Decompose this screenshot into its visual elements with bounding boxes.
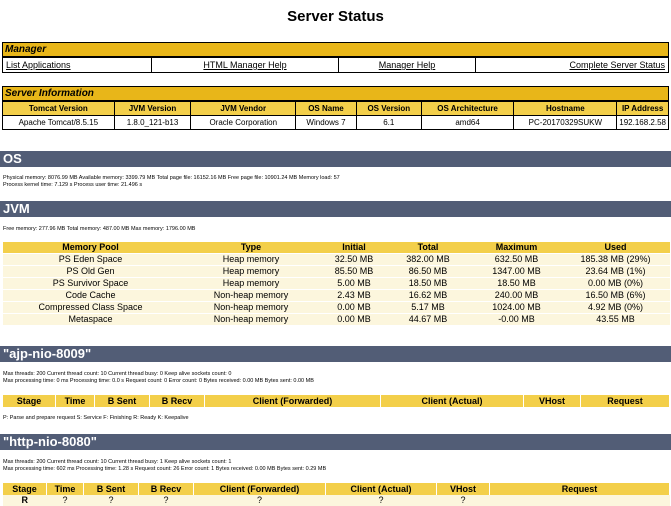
request-cell (490, 495, 670, 506)
os-name-value: Windows 7 (296, 116, 357, 130)
total-cell: 16.62 MB (384, 290, 472, 302)
used-cell: 43.55 MB (561, 314, 670, 326)
ip-address-value: 192.168.2.58 (617, 116, 669, 130)
col-client-actual: Client (Actual) (381, 395, 524, 407)
ajp-request-info: Max processing time: 0 ms Processing time: 0.0 s Request count: 0 Error count: 0 Bytes received: 0.00 MB Bytes sent: 0.00 MB (3, 378, 314, 384)
memory-pool-cell: Metaspace (3, 314, 178, 326)
os-architecture-value: amd64 (421, 116, 514, 130)
b-recv-cell: ? (139, 495, 194, 506)
initial-cell: 5.00 MB (324, 278, 384, 290)
manager-header: Manager (2, 42, 669, 57)
http-connector-header: "http-nio-8080" (0, 434, 671, 450)
complete-server-status-link[interactable]: Complete Server Status (569, 60, 665, 70)
page-title: Server Status (287, 8, 384, 25)
col-os-architecture: OS Architecture (421, 102, 514, 116)
os-process-time: Process kernel time: 7.129 s Process user time: 21.496 s (3, 182, 143, 188)
col-stage: Stage (3, 483, 47, 495)
table-row (3, 290, 670, 302)
table-row (3, 278, 670, 290)
http-request-info: Max processing time: 602 ms Processing time: 1.28 s Request count: 26 Error count: 1 Bytes received: 0.00 MB Bytes sent: 0.29 MB (3, 466, 327, 472)
type-cell: Heap memory (178, 254, 324, 266)
initial-cell: 0.00 MB (324, 302, 384, 314)
col-request: Request (490, 483, 670, 495)
os-memory-info: Physical memory: 8076.99 MB Available memory: 3399.79 MB Total page file: 16152.16 MB Free page file: 10901.24 MB Memory load: 57 (3, 175, 340, 181)
col-jvm-vendor: JVM Vendor (191, 102, 296, 116)
memory-pool-cell: PS Eden Space (3, 254, 178, 266)
client-actual-cell: ? (326, 495, 437, 506)
col-used: Used (561, 242, 670, 254)
table-row (3, 266, 670, 278)
maximum-cell: 1347.00 MB (472, 266, 561, 278)
list-applications-link[interactable]: List Applications (6, 60, 71, 70)
used-cell: 23.64 MB (1%) (561, 266, 670, 278)
type-cell: Non-heap memory (178, 290, 324, 302)
col-vhost: VHost (524, 395, 581, 407)
col-b-recv: B Recv (150, 395, 205, 407)
type-cell: Heap memory (178, 266, 324, 278)
jvm-version-value: 1.8.0_121-b13 (114, 116, 191, 130)
col-tomcat-version: Tomcat Version (3, 102, 115, 116)
jvm-header: JVM (0, 201, 671, 217)
used-cell: 0.00 MB (0%) (561, 278, 670, 290)
col-initial: Initial (324, 242, 384, 254)
os-version-value: 6.1 (356, 116, 421, 130)
os-header: OS (0, 151, 671, 167)
total-cell: 18.50 MB (384, 278, 472, 290)
initial-cell: 85.50 MB (324, 266, 384, 278)
vhost-cell: ? (437, 495, 490, 506)
col-time: Time (47, 483, 84, 495)
html-manager-help-link[interactable]: HTML Manager Help (203, 60, 287, 70)
used-cell: 16.50 MB (6%) (561, 290, 670, 302)
stage-cell: R (3, 495, 47, 506)
memory-pool-cell: PS Old Gen (3, 266, 178, 278)
initial-cell: 2.43 MB (324, 290, 384, 302)
col-os-version: OS Version (356, 102, 421, 116)
total-cell: 382.00 MB (384, 254, 472, 266)
table-row (3, 302, 670, 314)
initial-cell: 0.00 MB (324, 314, 384, 326)
col-hostname: Hostname (514, 102, 617, 116)
col-client-forwarded: Client (Forwarded) (205, 395, 381, 407)
memory-pool-table (3, 242, 670, 325)
manager-links (2, 57, 669, 73)
total-cell: 5.17 MB (384, 302, 472, 314)
ajp-thread-info: Max threads: 200 Current thread count: 10 Current thread busy: 0 Keep alive sockets count: 0 (3, 371, 232, 377)
type-cell: Non-heap memory (178, 302, 324, 314)
col-client-forwarded: Client (Forwarded) (194, 483, 326, 495)
maximum-cell: 18.50 MB (472, 278, 561, 290)
memory-pool-cell: Code Cache (3, 290, 178, 302)
memory-pool-cell: PS Survivor Space (3, 278, 178, 290)
server-info-header: Server Information (2, 86, 669, 101)
type-cell: Non-heap memory (178, 314, 324, 326)
col-type: Type (178, 242, 324, 254)
maximum-cell: 240.00 MB (472, 290, 561, 302)
client-forwarded-cell: ? (194, 495, 326, 506)
manager-section (2, 42, 669, 73)
used-cell: 185.38 MB (29%) (561, 254, 670, 266)
ajp-connector-header: "ajp-nio-8009" (0, 346, 671, 362)
ajp-stage-table (3, 395, 670, 407)
hostname-value: PC-20170329SUKW (514, 116, 617, 130)
table-row (3, 495, 670, 506)
manager-help-link[interactable]: Manager Help (378, 60, 436, 70)
col-vhost: VHost (437, 483, 490, 495)
http-thread-info: Max threads: 200 Current thread count: 10 Current thread busy: 1 Keep alive sockets count: 1 (3, 459, 232, 465)
memory-pool-cell: Compressed Class Space (3, 302, 178, 314)
total-cell: 44.67 MB (384, 314, 472, 326)
jvm-vendor-value: Oracle Corporation (191, 116, 296, 130)
col-os-name: OS Name (296, 102, 357, 116)
col-total: Total (384, 242, 472, 254)
col-jvm-version: JVM Version (114, 102, 191, 116)
table-row (3, 314, 670, 326)
initial-cell: 32.50 MB (324, 254, 384, 266)
maximum-cell: -0.00 MB (472, 314, 561, 326)
stage-legend: P: Parse and prepare request S: Service F: Finishing R: Ready K: Keepalive (3, 415, 189, 421)
http-stage-table (3, 483, 670, 506)
type-cell: Heap memory (178, 278, 324, 290)
server-info-section (2, 86, 669, 130)
b-sent-cell: ? (84, 495, 139, 506)
total-cell: 86.50 MB (384, 266, 472, 278)
col-b-recv: B Recv (139, 483, 194, 495)
col-client-actual: Client (Actual) (326, 483, 437, 495)
table-row (3, 254, 670, 266)
col-maximum: Maximum (472, 242, 561, 254)
time-cell: ? (47, 495, 84, 506)
server-info-table (2, 101, 669, 130)
col-b-sent: B Sent (84, 483, 139, 495)
col-memory-pool: Memory Pool (3, 242, 178, 254)
tomcat-version-value: Apache Tomcat/8.5.15 (3, 116, 115, 130)
col-time: Time (56, 395, 95, 407)
col-b-sent: B Sent (95, 395, 150, 407)
col-stage: Stage (3, 395, 56, 407)
col-ip-address: IP Address (617, 102, 669, 116)
jvm-memory-info: Free memory: 277.96 MB Total memory: 487.00 MB Max memory: 1796.00 MB (3, 226, 196, 232)
maximum-cell: 1024.00 MB (472, 302, 561, 314)
maximum-cell: 632.50 MB (472, 254, 561, 266)
col-request: Request (581, 395, 670, 407)
used-cell: 4.92 MB (0%) (561, 302, 670, 314)
